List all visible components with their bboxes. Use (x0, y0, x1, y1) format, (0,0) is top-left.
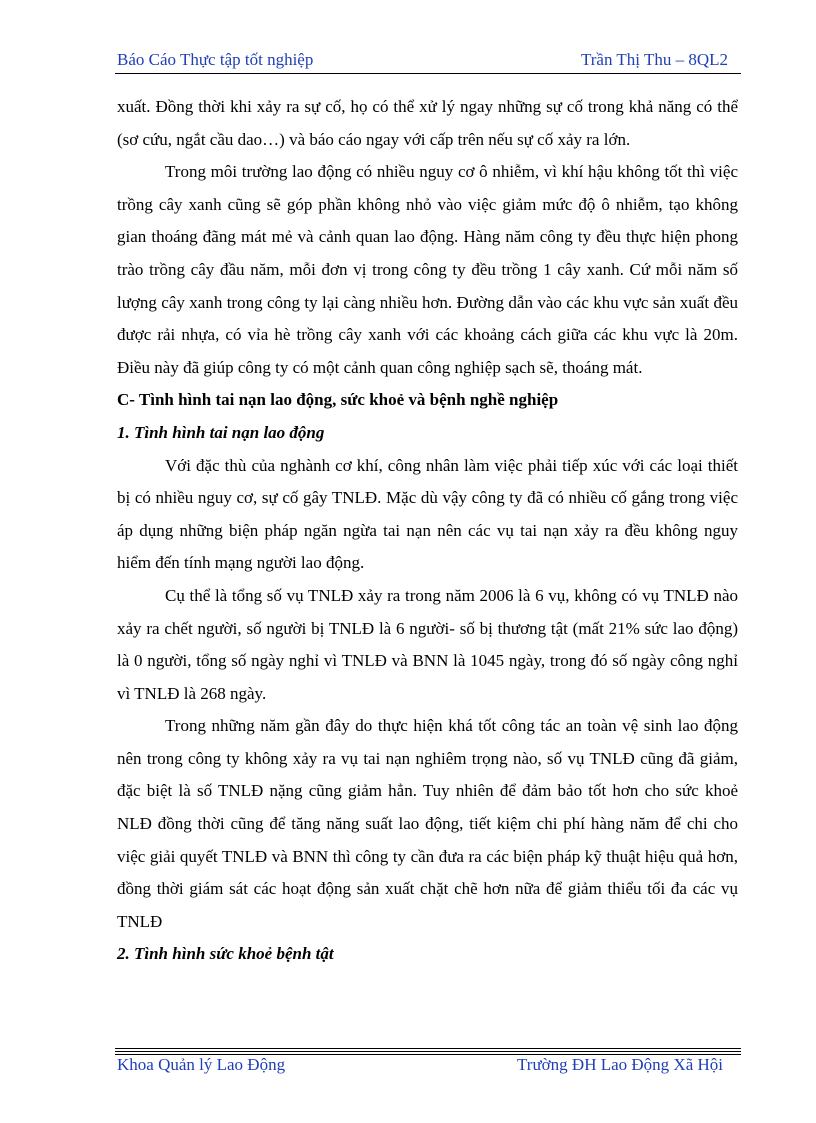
footer-divider-middle (115, 1051, 741, 1052)
paragraph-accident-stats: Cụ thể là tổng số vụ TNLĐ xảy ra trong năm 2006 là 6 vụ, không có vụ TNLĐ nào xảy ra chết người, số người bị TNLĐ là 6 người- số bị thương tật (mất 21% sức lao động) là 0 người, tổng số ngày nghỉ vì TNLĐ và BNN là 1045 ngày, trong đó số ngày công nghỉ vì TNLĐ là 268 ngày. (117, 585, 738, 703)
footer-divider (115, 1048, 741, 1049)
header-author: Trần Thị Thu – 8QL2 (580, 50, 728, 69)
subsection-heading-2: 2. Tình hình sức khoẻ bệnh tật (117, 944, 334, 964)
page-footer (117, 1055, 723, 1077)
footer-university: Trường ĐH Lao Động Xã Hội (517, 1055, 723, 1074)
page-header (117, 50, 740, 72)
section-heading-c: C- Tình hình tai nạn lao động, sức khoẻ và bệnh nghề nghiệp (117, 390, 559, 410)
header-divider (115, 73, 741, 74)
paragraph-green-trees: Trong môi trường lao động có nhiều nguy cơ ô nhiễm, vì khí hậu không tốt thì việc trồng cây xanh cũng sẽ góp phần không nhỏ vào việc giảm mức độ ô nhiễm, tạo không gian thoáng đãng mát mẻ và cảnh quan lao động. Hàng năm công ty đều thực hiện phong trào trồng cây đầu năm, mỗi đơn vị trong công ty đều trồng 1 cây xanh. Cứ mỗi năm số lượng cây xanh trong công ty lại càng nhiều hơn. Đường dẫn vào các khu vực sản xuất đều được rải nhựa, có vỉa hè trồng cây xanh với các khoảng cách giữa các khu vực là 20m. Điều này đã giúp công ty có một cảnh quan công nghiệp sạch sẽ, thoáng mát. (117, 162, 738, 377)
footer-department: Khoa Quản lý Lao Động (117, 1055, 286, 1074)
subsection-heading-1: 1. Tình hình tai nạn lao động (117, 422, 325, 442)
document-body (117, 91, 738, 971)
paragraph-industry-risk: Với đặc thù của nghành cơ khí, công nhân làm việc phải tiếp xúc với các loại thiết bị có nhiều nguy cơ, sự cố gây TNLĐ. Mặc dù vậy công ty đã có nhiều cố gắng trong việc áp dụng những biện pháp ngăn ngừa tai nạn nên các vụ tai nạn xảy ra đều không nguy hiểm đến tính mạng người lao động. (117, 455, 738, 573)
paragraph-recent-years: Trong những năm gần đây do thực hiện khá tốt công tác an toàn vệ sinh lao động nên trong công ty không xảy ra vụ tai nạn nghiêm trọng nào, số vụ TNLĐ cũng đã giảm, đặc biệt là số TNLĐ nặng cũng giảm hẳn. Tuy nhiên để đảm bảo tốt hơn cho sức khoẻ NLĐ đồng thời cũng để tăng năng suất lao động, tiết kiệm chi phí hàng năm để chi cho việc giải quyết TNLĐ và BNN thì công ty cần đưa ra các biện pháp kỹ thuật hiệu quả hơn, đồng thời giám sát các hoạt động sản xuất chặt chẽ hơn nữa để giảm thiểu tối đa các vụ TNLĐ (117, 716, 738, 931)
header-report-title: Báo Cáo Thực tập tốt nghiệp (117, 50, 314, 69)
paragraph-continuation: xuất. Đồng thời khi xảy ra sự cố, họ có thể xử lý ngay những sự cố trong khả năng có thể (sơ cứu, ngắt cầu dao…) và báo cáo ngay với cấp trên nếu sự cố xảy ra lớn. (117, 97, 738, 149)
